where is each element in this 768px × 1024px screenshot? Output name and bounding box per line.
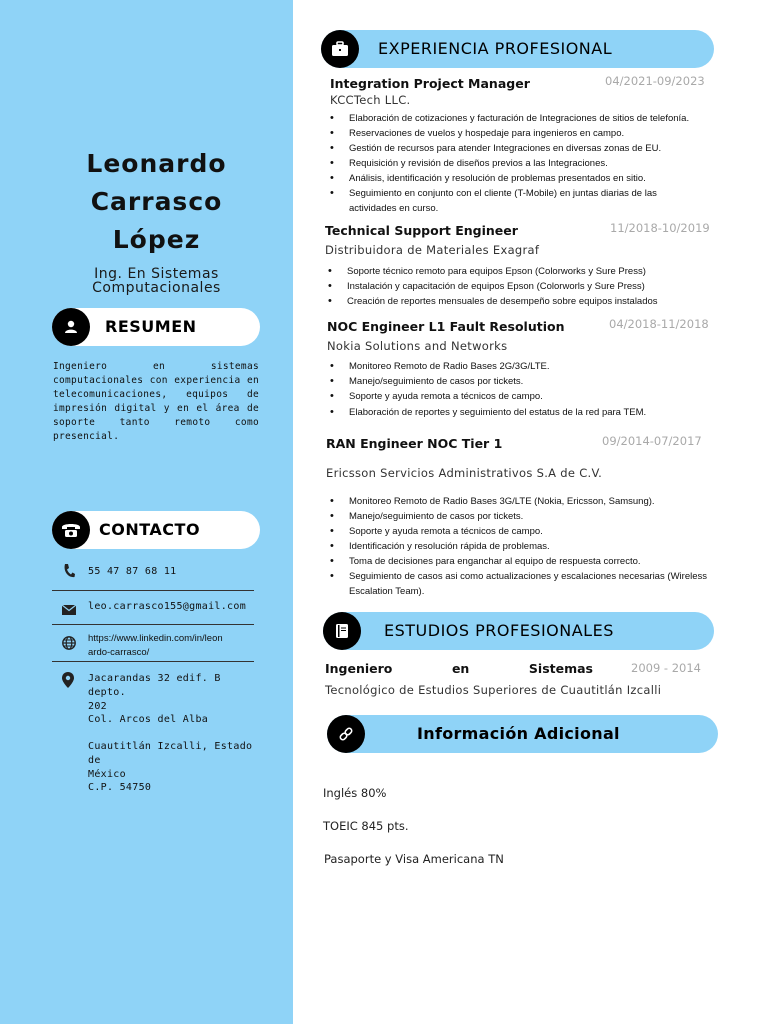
list-item: • Creación de reportes mensuales de desempeño sobre equipos instalados bbox=[325, 294, 715, 309]
job-title: NOC Engineer L1 Fault Resolution bbox=[327, 319, 565, 334]
degree-title: Ingeniero en Sistemas bbox=[325, 661, 593, 676]
job-bullets bbox=[327, 111, 721, 216]
phone-text[interactable]: 55 47 87 68 11 bbox=[88, 566, 177, 577]
list-item: • Reservaciones de vuelos y hospedaje para ingenieros en campo. bbox=[327, 126, 721, 141]
additional-heading-pill bbox=[327, 715, 718, 753]
list-item: • Toma de decisiones para enganchar al equipo de respuesta correcto. bbox=[327, 554, 707, 569]
degree-dates: 2009 - 2014 bbox=[631, 661, 701, 675]
contact-email bbox=[52, 599, 254, 617]
person-title: Ing. En Sistemas Computacionales bbox=[92, 266, 221, 296]
postal-text: C.P. 54750 bbox=[88, 782, 152, 793]
contact-phone bbox=[52, 563, 254, 583]
job-entry bbox=[325, 317, 717, 427]
list-item: • Manejo/seguimiento de casos por tickets. bbox=[327, 374, 717, 389]
list-item: • Monitoreo Remoto de Radio Bases 3G/LTE (Nokia, Ericsson, Samsung). bbox=[327, 494, 707, 509]
job-title: Integration Project Manager bbox=[330, 76, 530, 91]
job-title: RAN Engineer NOC Tier 1 bbox=[326, 436, 503, 451]
email-link[interactable]: leo.carrasco155@gmail.com bbox=[88, 601, 247, 612]
job-entry bbox=[325, 221, 717, 311]
list-item: • Soporte y ayuda remota a técnicos de campo. bbox=[327, 524, 707, 539]
job-bullets bbox=[327, 359, 717, 420]
city-text: Cuautitlán Izcalli, Estado de México bbox=[88, 741, 253, 780]
job-company: Nokia Solutions and Networks bbox=[327, 339, 508, 353]
job-bullets bbox=[327, 494, 707, 599]
education-heading: ESTUDIOS PROFESIONALES bbox=[384, 621, 614, 640]
person-name: Leonardo Carrasco López bbox=[86, 149, 227, 254]
job-title: Technical Support Engineer bbox=[325, 223, 518, 238]
job-entry bbox=[325, 434, 717, 604]
education-heading-pill bbox=[323, 612, 714, 650]
mail-icon bbox=[62, 602, 76, 620]
list-item: • Seguimiento de casos asi como actualizaciones y escalaciones necesarias (Wireless Escalation Team). bbox=[327, 569, 707, 599]
school-name: Tecnológico de Estudios Superiores de Cuautitlán Izcalli bbox=[325, 683, 662, 697]
job-dates: 11/2018-10/2019 bbox=[610, 221, 710, 235]
list-item: • Monitoreo Remoto de Radio Bases 2G/3G/LTE. bbox=[327, 359, 717, 374]
summary-heading: RESUMEN bbox=[105, 317, 197, 336]
contact-address bbox=[52, 672, 254, 802]
job-bullets bbox=[325, 264, 715, 309]
colony-text: Col. Arcos del Alba bbox=[88, 714, 209, 725]
list-item: • Identificación y resolución rápida de problemas. bbox=[327, 539, 707, 554]
info-item-language: Inglés 80% bbox=[323, 786, 387, 800]
list-item: • Elaboración de reportes y seguimiento del estatus de la red para TEM. bbox=[327, 405, 717, 420]
divider bbox=[52, 590, 254, 591]
list-item: • Elaboración de cotizaciones y facturación de Integraciones de sitios de telefonía. bbox=[327, 111, 721, 126]
linkedin-link[interactable]: https://www.linkedin.com/in/leon ardo-carrasco/ bbox=[88, 633, 223, 658]
telephone-icon bbox=[52, 511, 90, 549]
location-pin-icon bbox=[62, 672, 74, 693]
job-dates: 09/2014-07/2017 bbox=[602, 434, 702, 448]
globe-icon bbox=[62, 636, 76, 655]
contact-linkedin bbox=[52, 632, 254, 662]
info-item-toeic: TOEIC 845 pts. bbox=[323, 819, 409, 833]
experience-heading: EXPERIENCIA PROFESIONAL bbox=[378, 39, 613, 58]
job-dates: 04/2018-11/2018 bbox=[609, 317, 709, 331]
address-text: Jacarandas 32 edif. B depto. 202 bbox=[88, 673, 221, 712]
list-item: • Instalación y capacitación de equipos Epson (Colorworls y Sure Press) bbox=[325, 279, 715, 294]
job-dates: 04/2021-09/2023 bbox=[605, 74, 705, 88]
divider bbox=[52, 624, 254, 625]
list-item: • Requisición y revisión de diseños previos a las Integraciones. bbox=[327, 156, 721, 171]
summary-text: Ingeniero en sistemas computacionales con experiencia en telecomunicaciones, equipos de impresión digital y en el área de soporte tanto remoto como presencial. bbox=[53, 361, 259, 442]
list-item: • Soporte y ayuda remota a técnicos de campo. bbox=[327, 389, 717, 404]
contact-heading-pill bbox=[52, 511, 260, 549]
summary-heading-pill bbox=[52, 308, 260, 346]
briefcase-icon bbox=[321, 30, 359, 68]
list-item: • Manejo/seguimiento de casos por tickets. bbox=[327, 509, 707, 524]
experience-heading-pill bbox=[321, 30, 714, 68]
person-icon bbox=[52, 308, 90, 346]
list-item: • Análisis, identificación y resolución de problemas presentados en sitio. bbox=[327, 171, 721, 186]
list-item: • Seguimiento en conjunto con el cliente (T-Mobile) en juntas diarias de las actividades en curso. bbox=[327, 186, 687, 216]
divider bbox=[52, 661, 254, 662]
contact-heading: CONTACTO bbox=[99, 520, 201, 539]
link-icon bbox=[327, 715, 365, 753]
list-item: • Soporte técnico remoto para equipos Epson (Colorworks y Sure Press) bbox=[325, 264, 715, 279]
job-entry bbox=[325, 74, 717, 214]
book-icon bbox=[323, 612, 361, 650]
job-company: Ericsson Servicios Administrativos S.A de C.V. bbox=[326, 466, 603, 480]
job-company: Distribuidora de Materiales Exagraf bbox=[325, 243, 540, 257]
phone-icon bbox=[62, 563, 76, 584]
info-item-visa: Pasaporte y Visa Americana TN bbox=[324, 852, 504, 866]
job-company: KCCTech LLC. bbox=[330, 93, 411, 107]
list-item: • Gestión de recursos para atender Integraciones en diversas zonas de EU. bbox=[327, 141, 721, 156]
additional-heading: Información Adicional bbox=[417, 724, 620, 743]
